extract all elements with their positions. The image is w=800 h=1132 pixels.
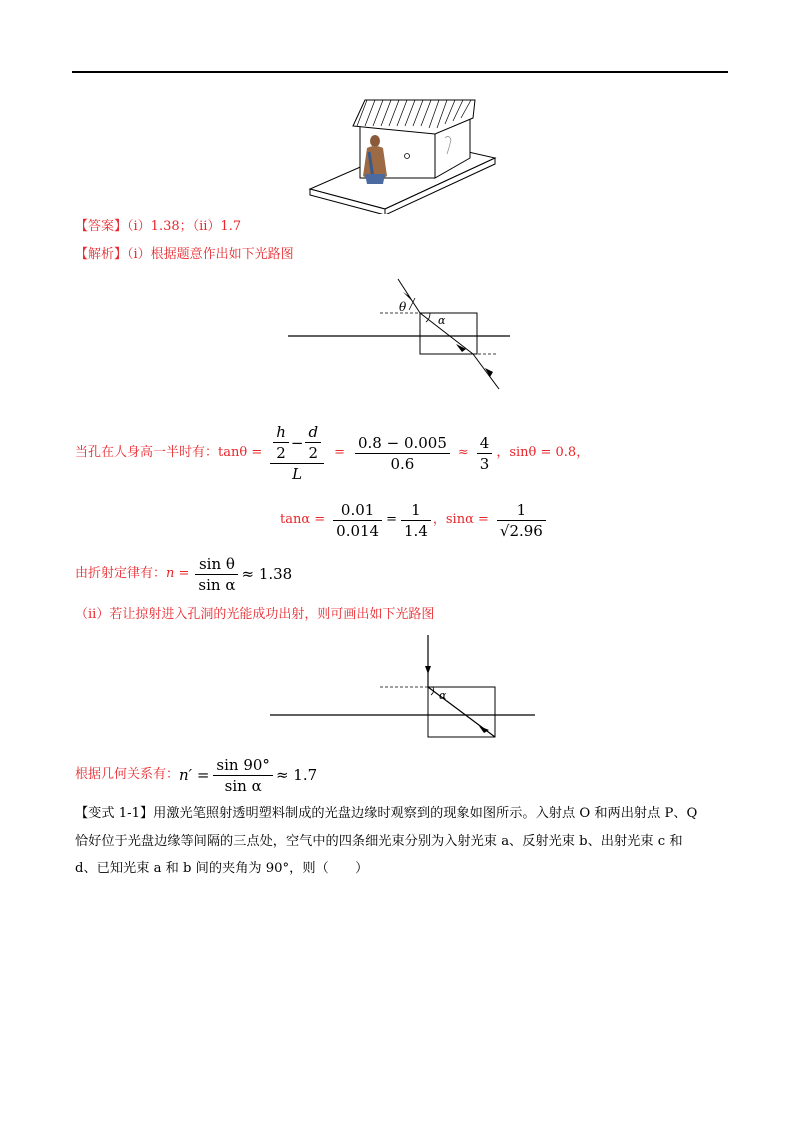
- eq2-num3: 1: [497, 502, 546, 521]
- eq1-lead: 当孔在人身高一半时有：: [75, 445, 219, 460]
- variant-line-2: 恰好位于光盘边缘等间隔的三点处，空气中的四条细光束分别为入射光束 a、反射光束 b、出射光束 c 和: [75, 834, 683, 849]
- fraction-sin-ratio: [195, 556, 238, 593]
- n-eq: n =: [166, 566, 190, 581]
- eq2-den1: 0.014: [336, 521, 380, 540]
- eq2-equal: =: [386, 512, 398, 527]
- eq2-den3: √2.96: [499, 521, 543, 540]
- eq2-den2: 1.4: [404, 521, 428, 540]
- equation-1: [75, 423, 590, 483]
- eq1-den3: 3: [479, 454, 490, 473]
- fraction-numeric: [355, 435, 450, 472]
- minus-sign: −: [290, 433, 304, 452]
- answer-text: （i）1.38；（ii）1.7: [127, 219, 242, 234]
- eq2-num1: 0.01: [333, 502, 382, 521]
- variant-line-3: d、已知光束 a 和 b 间的夹角为 90°，则（ ）: [75, 861, 369, 876]
- eq2-num2: 1: [401, 502, 431, 521]
- analysis-line: [75, 247, 294, 263]
- analysis-text: （i）根据题意作出如下光路图: [127, 247, 294, 262]
- d-var: d: [305, 424, 321, 443]
- tan-alpha: tanα =: [280, 512, 326, 527]
- header-rule: [72, 71, 728, 73]
- eq1-approx: ≈: [457, 445, 469, 460]
- eq4-num: sin 90°: [213, 757, 273, 776]
- fraction-four-thirds: [477, 435, 493, 472]
- h-var: h: [273, 424, 289, 443]
- n-prime-eq: n′ =: [179, 766, 210, 784]
- two-2: 2: [308, 444, 319, 462]
- eq4-lead: 根据几何关系有：: [75, 767, 180, 782]
- fraction-hd-over-L: [270, 424, 324, 482]
- alpha-label: α: [438, 314, 446, 327]
- eq3-lead: 由折射定律有：: [75, 566, 167, 581]
- variant-line-1: 【变式 1-1】用激光笔照射透明塑料制成的光盘边缘时观察到的现象如图所示。入射点 O 和两出射点 P、Q: [75, 806, 698, 821]
- answer-line: [75, 219, 241, 235]
- tan-theta: tanθ =: [218, 445, 263, 460]
- theta-label: θ: [399, 300, 407, 314]
- sin-theta: ，sinθ = 0.8，: [496, 445, 590, 460]
- eq1-num2: 0.8 − 0.005: [355, 435, 450, 454]
- fraction-1-over-sqrt: [497, 502, 546, 539]
- eq3-result: ≈ 1.38: [241, 565, 293, 583]
- alpha-label-2: α: [439, 689, 447, 702]
- fraction-sin90-ratio: [213, 757, 273, 794]
- eq3-num: sin θ: [195, 556, 238, 575]
- equation-4: [75, 754, 317, 796]
- part-ii-line: （ii）若让掠射进入孔洞的光能成功出射，则可画出如下光路图: [75, 607, 435, 622]
- house-illustration: [305, 96, 500, 214]
- equation-3: [75, 553, 292, 595]
- eq4-den: sin α: [224, 776, 262, 795]
- eq4-result: ≈ 1.7: [275, 766, 318, 784]
- eq1-num3: 4: [477, 435, 493, 454]
- light-path-diagram-2: [265, 632, 540, 742]
- eq3-den: sin α: [198, 575, 236, 594]
- sin-alpha: ，sinα =: [432, 512, 489, 527]
- L-var: L: [292, 465, 303, 483]
- eq1-equal: =: [334, 445, 345, 460]
- fraction-001-over-0014: [333, 502, 382, 539]
- fraction-1-over-14: [401, 502, 431, 539]
- eq1-den2: 0.6: [390, 454, 415, 473]
- analysis-tag: 【解析】: [75, 247, 128, 262]
- two-1: 2: [276, 444, 286, 462]
- answer-tag: 【答案】: [75, 219, 128, 234]
- equation-2: [280, 496, 546, 544]
- light-path-diagram-1: [285, 272, 515, 394]
